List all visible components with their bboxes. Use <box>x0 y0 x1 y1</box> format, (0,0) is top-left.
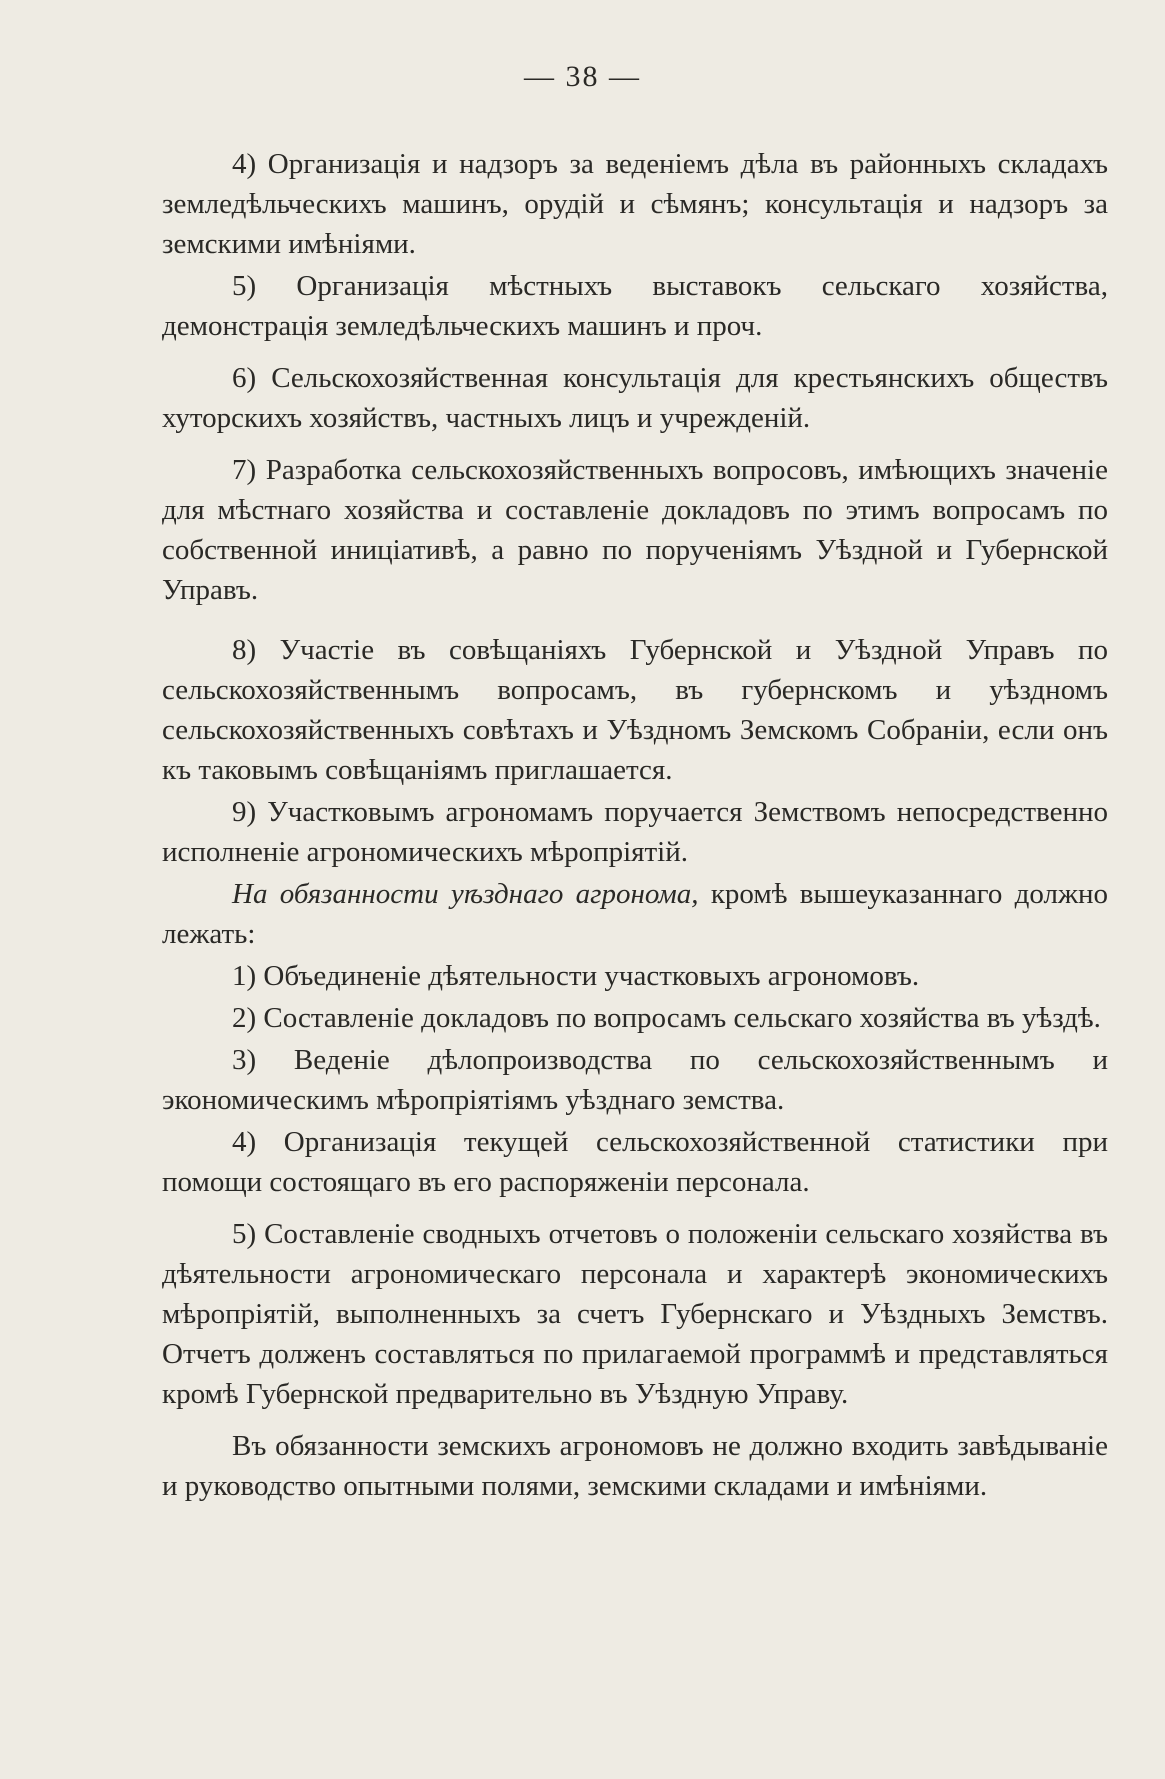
paragraph-item-5: 5) Организація мѣстныхъ выставокъ сельскаго хозяйства, демонстрація земледѣльческихъ машинъ и проч. <box>162 270 1108 342</box>
duty-item-3: 3) Веденіе дѣлопроизводства по сельскохозяйственнымъ и экономическимъ мѣропріятіямъ уѣзднаго земства. <box>162 1044 1108 1116</box>
duties-intro-rest: кромѣ вышеуказаннаго должно лежать: <box>162 878 1108 950</box>
paragraph-item-6: 6) Сельскохозяйственная консультація для крестьянскихъ обществъ хуторскихъ хозяйствъ, частныхъ лицъ и учрежденій. <box>162 362 1108 434</box>
duties-intro-italic: На обязанности уѣзднаго агронома, <box>232 878 699 910</box>
page-number: — 38 — <box>524 60 641 93</box>
paragraph-item-7: 7) Разработка сельскохозяйственныхъ вопросовъ, имѣющихъ значеніе для мѣстнаго хозяйства и составленіе докладовъ по этимъ вопросамъ по собственной иниціативѣ, а равно по порученіямъ Уѣздной и Губернской Управъ. <box>162 454 1108 606</box>
duties-intro <box>162 874 1108 954</box>
duty-item-5: 5) Составленіе сводныхъ отчетовъ о положеніи сельскаго хозяйства въ дѣятельности агрономическаго персонала и характерѣ экономическихъ мѣропріятій, выполненныхъ за счетъ Губернскаго и Уѣздныхъ Земствъ. Отчетъ долженъ составляться по прилагаемой программѣ и представляться кромѣ Губернской предварительно въ Уѣздную Управу. <box>162 1218 1108 1410</box>
duty-item-4: 4) Организація текущей сельскохозяйственной статистики при помощи состоящаго въ его распоряженіи персонала. <box>162 1126 1108 1198</box>
paragraph-item-8: 8) Участіе въ совѣщаніяхъ Губернской и Уѣздной Управъ по сельскохозяйственнымъ вопросамъ, въ губернскомъ и уѣздномъ сельскохозяйственныхъ совѣтахъ и Уѣздномъ Земскомъ Собраніи, если онъ къ таковымъ совѣщаніямъ приглашается. <box>162 634 1108 786</box>
duty-item-1: 1) Объединеніе дѣятельности участковыхъ агрономовъ. <box>232 960 920 992</box>
paragraph-item-9: 9) Участковымъ агрономамъ поручается Земствомъ непосредственно исполненіе агрономическихъ мѣропріятій. <box>162 796 1108 868</box>
page-text <box>162 144 1108 1508</box>
duty-item-2: 2) Составленіе докладовъ по вопросамъ сельскаго хозяйства въ уѣздѣ. <box>232 1002 1101 1034</box>
paragraph-item-4: 4) Организація и надзоръ за веденіемъ дѣла въ районныхъ складахъ земледѣльческихъ машинъ, орудій и сѣмянъ; консультація и надзоръ за земскими имѣніями. <box>162 148 1108 260</box>
closing-paragraph: Въ обязанности земскихъ агрономовъ не должно входить завѣдываніе и руководство опытными полями, земскими складами и имѣніями. <box>162 1430 1108 1502</box>
